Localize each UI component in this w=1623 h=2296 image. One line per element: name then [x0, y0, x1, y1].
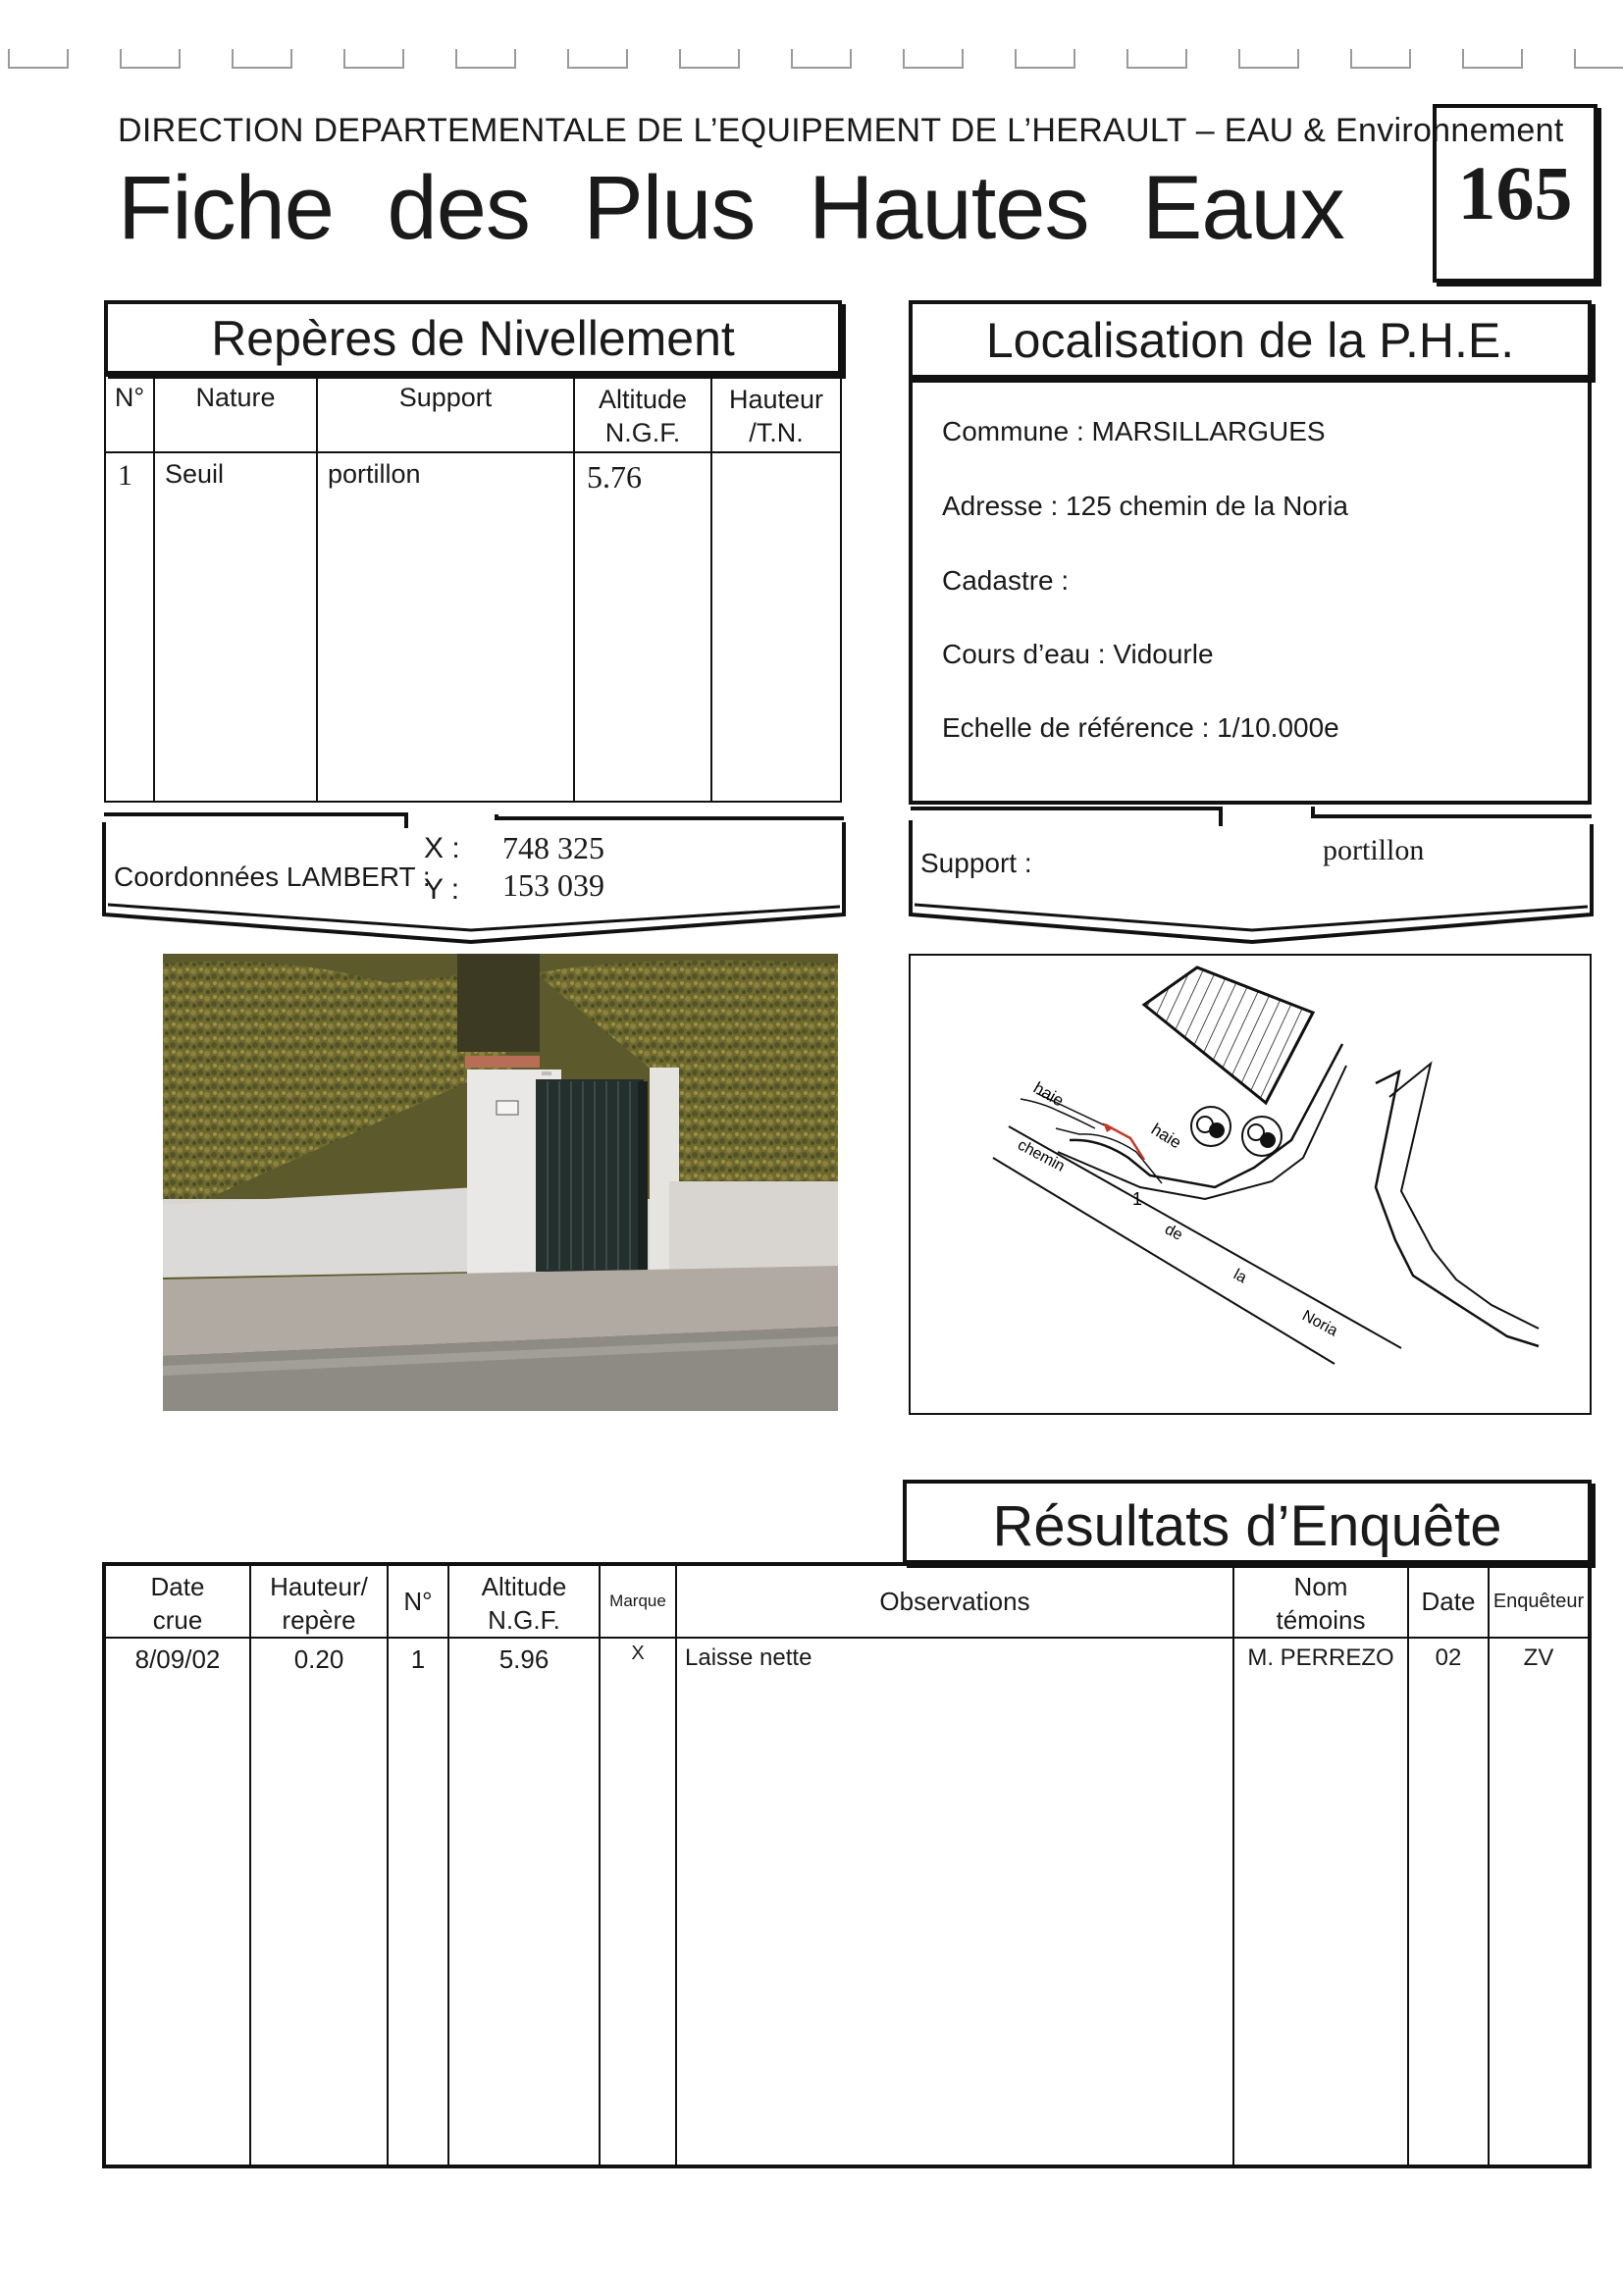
- page-title: Fiche des Plus Hautes Eaux: [118, 158, 1344, 258]
- plan-label-de: de: [1162, 1221, 1185, 1244]
- reperes-title: Repères de Nivellement: [211, 311, 735, 366]
- localisation-commune: Commune : MARSILLARGUES: [942, 416, 1326, 446]
- col-header-date: Date: [1408, 1564, 1489, 1638]
- col-header-hauteur-repere: [250, 1564, 388, 1638]
- col-header-altitude: [574, 376, 711, 452]
- resultat-altitude: 5.96: [448, 1638, 600, 2166]
- lambert-label: Coordonnées LAMBERT :: [114, 861, 431, 892]
- repere-support: portillon: [317, 452, 574, 802]
- col-header-date-crue-line1: Date: [150, 1572, 205, 1601]
- localisation-cadastre: Cadastre :: [942, 565, 1070, 596]
- col-header-support: Support: [317, 376, 574, 452]
- repere-hauteur: [711, 452, 841, 802]
- col-header-no: N°: [105, 376, 154, 452]
- col-header-no: N°: [388, 1564, 448, 1638]
- resultat-no: 1: [388, 1638, 448, 2166]
- organization-header: DIRECTION DEPARTEMENTALE DE L’EQUIPEMENT DE L’HERAULT – EAU & Environnement: [118, 112, 1564, 149]
- resultat-observations: Laisse nette: [676, 1638, 1233, 2166]
- plan-label-chemin: chemin: [1015, 1136, 1068, 1175]
- col-header-observations: Observations: [676, 1564, 1233, 1638]
- col-header-hauteur: [711, 376, 841, 452]
- localisation-title: Localisation de la P.H.E.: [985, 313, 1515, 368]
- col-header-enqueteur: Enquêteur: [1489, 1564, 1590, 1638]
- col-header-hauteur-line1: Hauteur/: [270, 1572, 368, 1601]
- plan-label-haie-2: haie: [1147, 1120, 1185, 1153]
- col-header-date-crue: [104, 1564, 250, 1638]
- resultat-date: 02: [1408, 1638, 1489, 2166]
- resultats-table: [102, 1562, 1592, 2168]
- localisation-cours-eau: Cours d’eau : Vidourle: [942, 639, 1214, 669]
- reperes-table: [104, 375, 842, 803]
- plan-label-la: la: [1230, 1266, 1250, 1287]
- localisation-echelle: Echelle de référence : 1/10.000e: [942, 712, 1339, 743]
- repere-nature: Seuil: [154, 452, 317, 802]
- fiche-number: 165: [1433, 104, 1597, 283]
- col-header-altitude-line1: Altitude: [481, 1572, 567, 1601]
- resultat-marque: X: [600, 1638, 676, 2166]
- resultat-hauteur: 0.20: [250, 1638, 388, 2166]
- col-header-hauteur-line2: repère: [282, 1605, 356, 1635]
- localisation-title-box: [909, 300, 1592, 379]
- resultat-enqueteur: ZV: [1489, 1638, 1590, 2166]
- col-header-marque: Marque: [600, 1564, 676, 1638]
- plan-label-repere-no: 1: [1132, 1189, 1143, 1209]
- location-plan-drawing: [911, 956, 1590, 1413]
- resultats-title: Résultats d’Enquête: [992, 1494, 1502, 1558]
- col-header-hauteur-line2: /T.N.: [749, 418, 804, 447]
- col-header-nature: Nature: [154, 376, 317, 452]
- lambert-x-label: X :: [424, 832, 460, 864]
- col-header-altitude-line2: N.G.F.: [604, 418, 681, 447]
- support-label: Support :: [920, 848, 1032, 878]
- repere-no: 1: [105, 452, 154, 802]
- table-row: [105, 452, 841, 802]
- resultat-date-crue: 8/09/02: [104, 1638, 250, 2166]
- reperes-title-box: [104, 300, 842, 375]
- support-value: portillon: [1323, 834, 1425, 866]
- col-header-altitude: [448, 1564, 600, 1638]
- localisation-adresse: Adresse : 125 chemin de la Noria: [942, 491, 1348, 521]
- plan-label-noria: Noria: [1299, 1307, 1340, 1340]
- lambert-y-label: Y :: [424, 873, 460, 906]
- lambert-y-value: 153 039: [502, 867, 604, 903]
- table-row: [104, 1638, 1590, 2166]
- site-photograph: [163, 954, 838, 1411]
- repere-altitude: 5.76: [574, 452, 711, 802]
- col-header-date-crue-line2: crue: [152, 1605, 203, 1635]
- resultats-title-box: [903, 1480, 1592, 1564]
- plan-label-haie-1: haie: [1030, 1078, 1068, 1111]
- lambert-x-value: 748 325: [502, 830, 604, 865]
- col-header-altitude-line1: Altitude: [598, 385, 688, 414]
- resultat-temoin: M. PERREZO: [1233, 1638, 1408, 2166]
- col-header-nom-temoins: [1233, 1564, 1408, 1638]
- col-header-nom-line1: Nom: [1293, 1572, 1348, 1601]
- col-header-hauteur-line1: Hauteur: [728, 385, 824, 414]
- building-hatched: [1144, 967, 1313, 1103]
- col-header-nom-line2: témoins: [1276, 1605, 1366, 1635]
- col-header-altitude-line2: N.G.F.: [488, 1605, 560, 1635]
